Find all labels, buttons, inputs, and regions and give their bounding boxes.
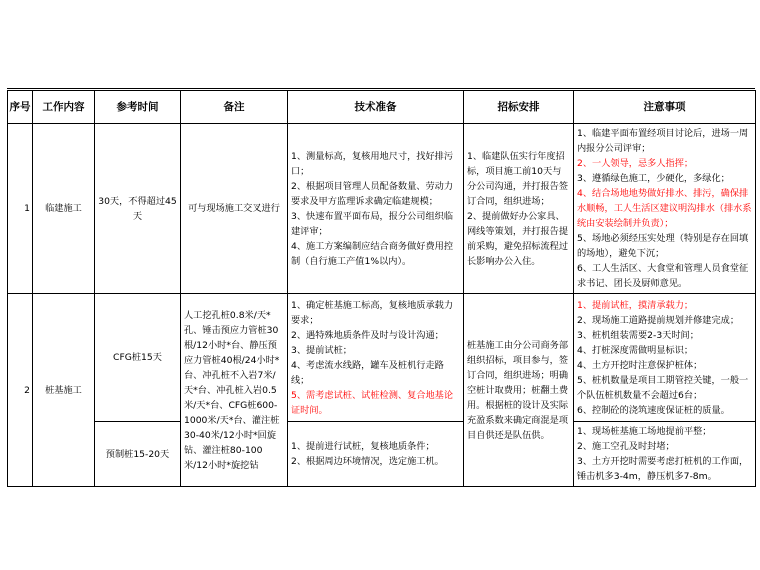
header-tech: 技术准备 <box>288 91 464 124</box>
header-content: 工作内容 <box>33 91 95 124</box>
row2-time-cfg: CFG桩15天 <box>95 294 181 422</box>
header-time: 参考时间 <box>95 91 181 124</box>
note-line: 4、打桩深度需做明显标识； <box>577 344 694 356</box>
note-line: 5、桩机数量是项目工期管控关键，一般一个队伍桩机数量不会超过6台； <box>577 374 749 401</box>
row1-tech: 1、测量标高，复核用地尺寸，找好排污口； 2、根据项目管理人员配备数量、劳动力要求及甲方监理诉求确定临建规模； 3、快速布置平面布局，报分公司组织临建评审； 4、施工方案编制应结合商务做好费用控制（自行施工产值1%以内）。 <box>288 124 464 294</box>
table-row <box>8 294 756 422</box>
header-seq: 序号 <box>8 91 33 124</box>
note-line: 4、土方开挖时注意保护桩体； <box>577 359 703 371</box>
note-line: 6、控制砼的浇筑速度保证桩的质量。 <box>577 404 730 416</box>
note-line: 6、工人生活区、大食堂和管理人员食堂征求书记、团长及厨师意见。 <box>577 263 749 289</box>
header-notes: 注意事项 <box>574 91 756 124</box>
table-top-rule <box>7 88 755 89</box>
row2-notes-precast: 1、现场桩基施工场地提前平整； 2、施工空孔及时封堵； 3、土方开挖时需要考虑打桩机的工作面，锤击机多3-4m，静压机多7-8m。 <box>574 422 756 487</box>
row1-remark: 可与现场施工交叉进行 <box>181 124 288 294</box>
row1-bid: 1、临建队伍实行年度招标，项目施工前10天与分公司沟通，并打报告签订合同，组织进场； 2、提前做好办公家具、网线等策划，并打报告提前采购，避免招标流程过长影响办公入住。 <box>464 124 574 294</box>
note-line: 2、一人领导，忌多人指挥； <box>577 158 694 169</box>
note-line: 5、场地必须经压实处理（特别是存在回填的场地），避免下沉； <box>577 233 749 259</box>
header-remark: 备注 <box>181 91 288 124</box>
row2-tech-precast: 1、提前进行试桩，复核地质条件； 2、根据周边环境情况，选定施工机。 <box>288 422 464 487</box>
row1-notes <box>574 124 756 294</box>
note-line: 4、考虑流水线路，罐车及桩机行走路线； <box>291 359 444 386</box>
note-line: 1、提前试桩，摸清承载力； <box>577 299 694 311</box>
note-line: 3、遵循绿色施工，少硬化，多绿化； <box>577 173 730 184</box>
note-line: 3、提前试桩； <box>291 344 352 356</box>
note-line: 2、现场施工道路提前规划并修建完成； <box>577 314 740 326</box>
row1-seq: 1 <box>8 124 33 294</box>
row2-bid: 桩基施工由分公司商务部组织招标，项目参与，签订合同，组织进场；明确空桩计取费用；桩翻土费用。根据桩的设计及实际充盈系数来确定商混是项目自供还是队伍供。 <box>464 294 574 487</box>
note-line: 4、结合场地地势做好排水、排污，确保排水顺畅，工人生活区建议明沟排水（排水系统由安装绘制并负责）； <box>577 188 752 229</box>
work-plan-table <box>7 90 756 487</box>
row2-remark: 人工挖孔桩0.8米/天*孔、锤击预应力管桩30根/12小时*台、静压预应力管桩40根/24小时*台、冲孔桩不入岩7米/天*台、冲孔桩入岩0.5米/天*台、CFG桩600-1000米/天*台、灌注桩30-40米/12小时*回旋钻、灌注桩80-100米/12小时*旋挖钻 <box>181 294 288 487</box>
note-line: 1、临建平面布置经项目讨论后，进场一周内报分公司评审； <box>577 128 749 154</box>
row2-tech-cfg <box>288 294 464 422</box>
row2-seq: 2 <box>8 294 33 487</box>
row1-content: 临建施工 <box>33 124 95 294</box>
note-line: 3、桩机组装需要2-3天时间； <box>577 329 699 341</box>
header-bid: 招标安排 <box>464 91 574 124</box>
row2-notes-cfg <box>574 294 756 422</box>
note-line: 5、需考虑试桩、试桩检测、复合地基论证时间。 <box>291 389 454 416</box>
row1-time: 30天，不得超过45天 <box>95 124 181 294</box>
header-row <box>8 91 756 124</box>
note-line: 1、确定桩基施工标高，复核地质承载力要求； <box>291 299 454 326</box>
table-row <box>8 422 756 487</box>
note-line: 2、遇特殊地质条件及时与设计沟通； <box>291 329 444 341</box>
row2-content: 桩基施工 <box>33 294 95 487</box>
table-row <box>8 124 756 294</box>
row2-time-precast: 预制桩15-20天 <box>95 422 181 487</box>
